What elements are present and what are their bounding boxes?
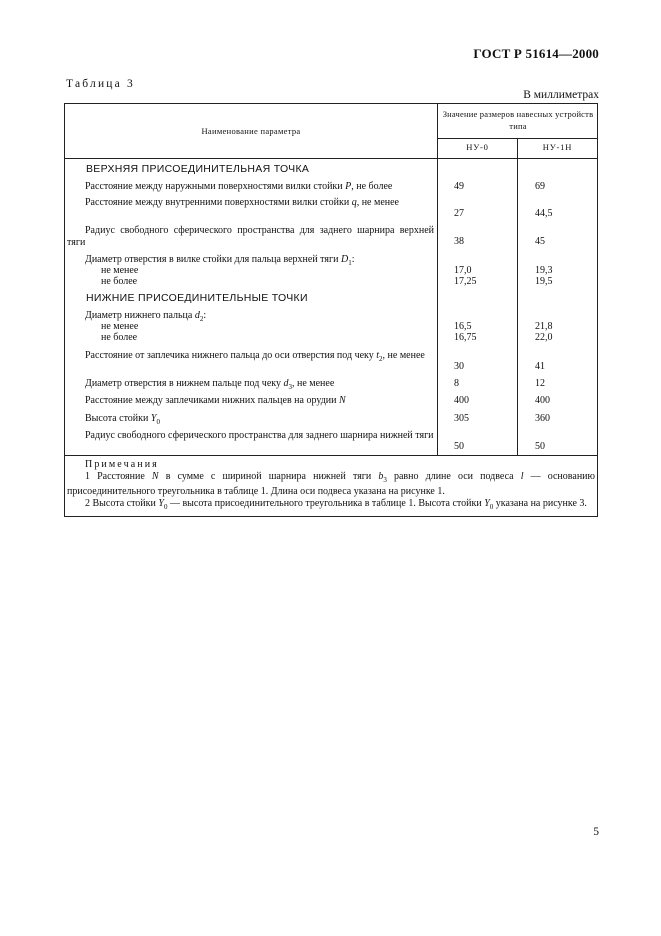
document-code: ГОСТ Р 51614—2000 <box>473 46 599 61</box>
column-header-values: Значение размеров навесных устройств типа <box>442 109 594 131</box>
column-header-nu1n: НУ-1Н <box>542 142 573 152</box>
value-nu1n: 19,3 <box>535 265 553 276</box>
column-header-nu0: НУ-0 <box>466 142 489 152</box>
value-nu1n: 22,0 <box>535 332 553 343</box>
parameters-table <box>64 103 598 517</box>
column-header-parameter: Наименование параметра <box>201 126 301 136</box>
value-nu1n: 45 <box>535 236 545 247</box>
row-label: Расстояние от заплечика нижнего пальца до оси отверстия под чеку $t_2$, не менее <box>85 350 425 363</box>
row-label: Расстояние между внутренними поверхностями вилки стойки q, не менее <box>85 197 399 208</box>
value-nu0: 8 <box>454 378 459 389</box>
value-nu1n: 50 <box>535 441 545 452</box>
row-label: Расстояние между наружными поверхностями вилки стойки P, не более <box>85 181 393 192</box>
row-label: Высота стойки $Y_0$ <box>85 413 160 426</box>
row-label: Диаметр отверстия в нижнем пальце под чеку $d_3$, не менее <box>85 378 335 391</box>
units-label: В миллиметрах <box>523 89 599 101</box>
value-nu0: 305 <box>454 413 469 424</box>
value-nu0: 38 <box>454 236 464 247</box>
row-sublabel: не менее <box>101 265 139 276</box>
value-nu0: 400 <box>454 395 469 406</box>
value-nu1n: 19,5 <box>535 276 553 287</box>
value-nu0: 49 <box>454 181 464 192</box>
value-nu1n: 69 <box>535 181 545 192</box>
value-nu1n: 44,5 <box>535 208 553 219</box>
value-nu1n: 400 <box>535 395 550 406</box>
value-nu0: 17,0 <box>454 265 472 276</box>
value-nu1n: 41 <box>535 361 545 372</box>
table-notes <box>67 459 595 513</box>
value-nu1n: 12 <box>535 378 545 389</box>
row-label: Диаметр отверстия в вилке стойки для пальца верхней тяги $D_1$: <box>85 254 355 267</box>
row-label: Радиус свободного сферического пространства для заднего шарнира верхней тяги <box>67 225 434 248</box>
value-nu0: 30 <box>454 361 464 372</box>
note-2: 2 Высота стойки $Y_0$ — высота присоединительного треугольника в таблице 1. Высота стойки $Y_0$ указана на рисунке 3. <box>85 497 587 511</box>
note-1: 1 Расстояние N в сумме с шириной шарнира нижней тяги $b_3$ равно длине оси подвеса l — основанию присоединительного треугольника в таблице 1. Длина оси подвеса указана на рисунке 1. <box>67 470 595 497</box>
row-label: Расстояние между заплечиками нижних пальцев на орудии N <box>85 395 346 406</box>
value-nu0: 16,5 <box>454 321 472 332</box>
value-nu0: 50 <box>454 441 464 452</box>
header-bottom-line <box>65 158 597 159</box>
column-divider <box>437 104 438 455</box>
notes-title: Примечания <box>85 459 159 470</box>
page-number: 5 <box>593 826 599 838</box>
value-nu0: 16,75 <box>454 332 477 343</box>
section-lower-points: НИЖНИЕ ПРИСОЕДИНИТЕЛЬНЫЕ ТОЧКИ <box>86 292 308 304</box>
value-nu0: 27 <box>454 208 464 219</box>
column-divider <box>517 138 518 455</box>
row-label: Радиус свободного сферического пространства для заднего шарнира нижней тяги <box>85 430 434 441</box>
header-divider <box>438 138 597 139</box>
row-sublabel: не менее <box>101 321 139 332</box>
notes-divider <box>65 455 597 456</box>
table-label: Таблица 3 <box>66 78 135 90</box>
value-nu1n: 360 <box>535 413 550 424</box>
row-label: Диаметр нижнего пальца $d_2$: <box>85 310 207 323</box>
section-upper-point: ВЕРХНЯЯ ПРИСОЕДИНИТЕЛЬНАЯ ТОЧКА <box>86 163 310 175</box>
value-nu1n: 21,8 <box>535 321 553 332</box>
value-nu0: 17,25 <box>454 276 477 287</box>
row-sublabel: не более <box>101 276 138 287</box>
row-sublabel: не более <box>101 332 138 343</box>
